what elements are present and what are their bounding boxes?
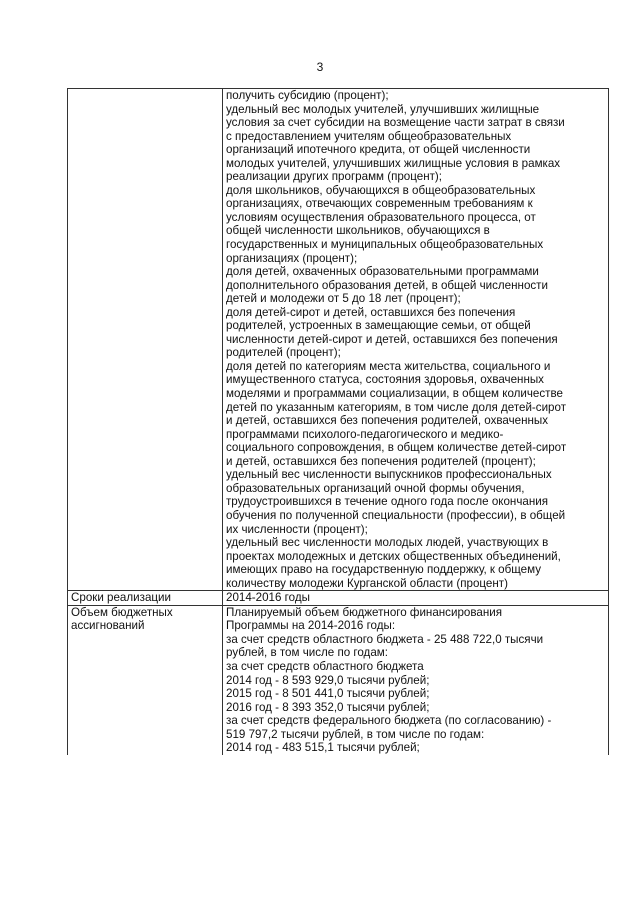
budget-label-line: Объем бюджетных [71, 605, 173, 619]
page-number: 3 [316, 60, 324, 74]
indicator-text-line: получить субсидию (процент); [226, 89, 389, 102]
indicator-text-line: организациях, отвечающих современным требованиям к [226, 197, 533, 211]
indicator-text-line: программами психолого-педагогического и медико- [226, 427, 504, 441]
indicator-text-line: организаций ипотечного кредита, от общей численности [226, 143, 531, 157]
indicator-text-line: государственных и муниципальных общеобразовательных [226, 238, 544, 252]
indicator-text-line: количеству молодежи Курганской области (процент) [226, 576, 508, 590]
indicators-label-cell [68, 89, 223, 591]
budget-value-cell [223, 605, 609, 755]
period-label: Сроки реализации [68, 591, 223, 606]
indicator-text-line: доля школьников, обучающихся в общеобразовательных [226, 183, 536, 197]
indicator-text-line: удельный вес численности молодых людей, участвующих в [226, 536, 549, 550]
indicators-value-cell [223, 89, 609, 591]
indicator-text-line: родителей, устроенных в замещающие семьи, от общей [226, 319, 531, 333]
indicator-text-line: удельный вес численности выпускников профессиональных [226, 468, 552, 482]
indicator-text-line: молодых учителей, улучшивших жилищные условия в рамках [226, 156, 561, 170]
budget-text-line: за счет средств областного бюджета [226, 659, 424, 673]
table-row-period [68, 591, 609, 606]
budget-text-line: рублей, в том числе по годам: [226, 646, 388, 660]
budget-label-line: ассигнований [71, 619, 145, 633]
indicator-text-line: и детей, оставшихся без попечения родителей, охваченных [226, 414, 549, 428]
budget-text-line: 519 797,2 тысячи рублей, в том числе по годам: [226, 727, 485, 741]
indicator-text-line: родителей (процент); [226, 346, 341, 360]
indicator-text-line: моделями и программами социализации, в общем количестве [226, 387, 563, 401]
period-value: 2014-2016 годы [223, 591, 609, 606]
indicator-text-line: численности детей-сирот и детей, оставшихся без попечения [226, 332, 558, 346]
indicator-text-line: удельный вес молодых учителей, улучшивших жилищные [226, 102, 540, 116]
indicator-text-line: имеющих право на государственную поддержку, к общему [226, 563, 542, 577]
budget-text-line: 2014 год - 8 593 929,0 тысячи рублей; [226, 673, 430, 687]
indicator-text-line: образовательных организаций очной формы обучения, [226, 481, 525, 495]
budget-text-line: Программы на 2014-2016 годы: [226, 619, 396, 633]
budget-text-line: за счет средств областного бюджета - 25 488 722,0 тысячи [226, 632, 544, 646]
indicator-text-line: с предоставлением учителям общеобразовательных [226, 129, 512, 143]
table-row-budget [68, 605, 609, 755]
indicator-text-line: социального сопровождения, в общем количестве детей-сирот [226, 441, 567, 455]
budget-text-line: за счет средств федерального бюджета (по согласованию) - [226, 714, 552, 728]
indicator-text-line: проектах молодежных и детских общественных объединений, [226, 549, 561, 563]
indicator-text-line: трудоустроившихся в течение одного года после окончания [226, 495, 548, 509]
table-row-indicators [68, 89, 609, 591]
indicator-text-line: общей численности школьников, обучающихся в [226, 224, 490, 238]
indicator-text-line: доля детей-сирот и детей, оставшихся без попечения [226, 305, 516, 319]
indicator-text-line: обучения по полученной специальности (профессии), в общей [226, 508, 566, 522]
indicator-text-line: детей по указанным категориям, в том числе доля детей-сирот [226, 400, 567, 414]
indicator-text-line: организациях (процент); [226, 251, 358, 265]
indicator-text-line: доля детей, охваченных образовательными программами [226, 265, 539, 279]
indicator-text-line: дополнительного образования детей, в общей численности [226, 278, 548, 292]
indicator-text-line: детей и молодежи от 5 до 18 лет (процент); [226, 292, 461, 306]
indicator-text-line: условия за счет субсидии на возмещение части затрат в связи [226, 116, 565, 130]
indicator-text-line: доля детей по категориям места жительства, социального и [226, 359, 551, 373]
budget-text-line: 2014 год - 483 515,1 тысячи рублей; [226, 741, 420, 755]
budget-text-line: 2015 год - 8 501 441,0 тысячи рублей; [226, 687, 430, 701]
indicator-text-line: реализации других программ (процент); [226, 170, 443, 184]
budget-label-cell [68, 605, 223, 755]
passport-table [67, 88, 609, 755]
indicator-text-line: их численности (процент); [226, 522, 368, 536]
indicator-text-line: условиям осуществления образовательного процесса, от [226, 210, 536, 224]
indicator-text-line: имущественного статуса, состояния здоровья, охваченных [226, 373, 544, 387]
budget-text-line: 2016 год - 8 393 352,0 тысячи рублей; [226, 700, 430, 714]
budget-text-line: Планируемый объем бюджетного финансирования [226, 605, 502, 619]
indicator-text-line: и детей, оставшихся без попечения родителей (процент); [226, 454, 536, 468]
